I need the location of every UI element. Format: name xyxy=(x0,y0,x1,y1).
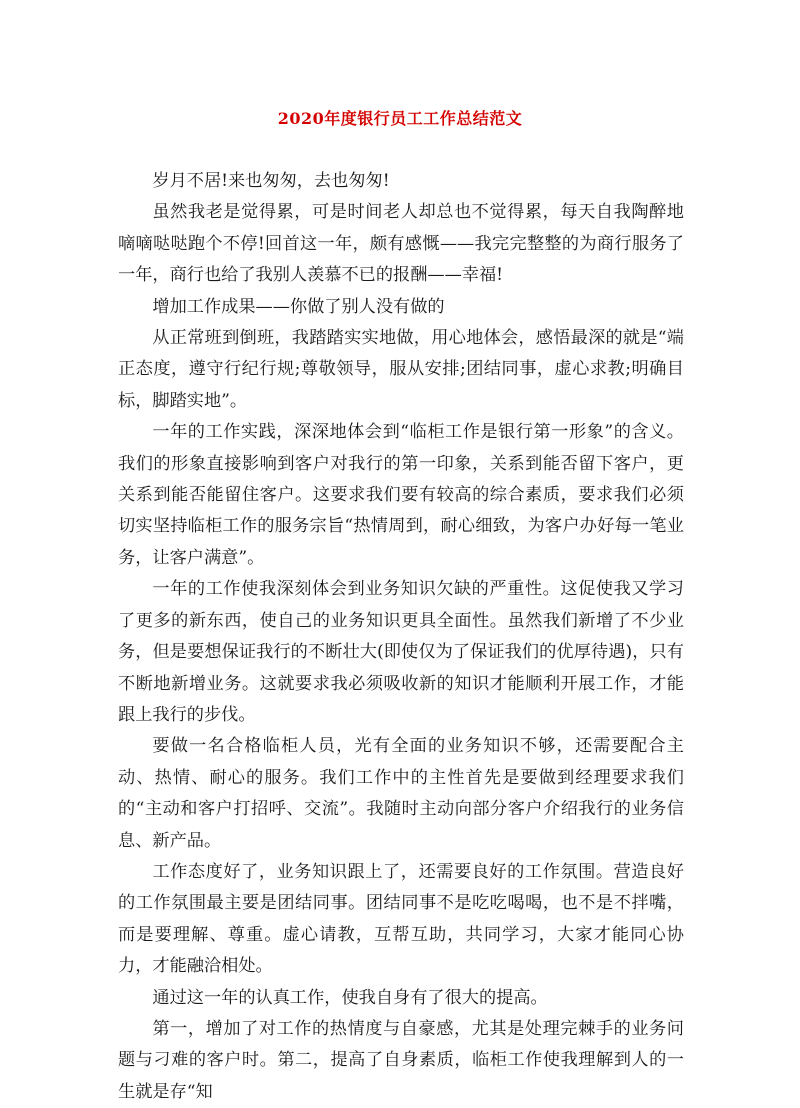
paragraph: 要做一名合格临柜人员，光有全面的业务知识不够，还需要配合主动、热情、耐心的服务。我们工作中的主性首先是要做到经理要求我们的“主动和客户打招呼、交流”。我随时主动向部分客户介绍我行的业务信息、新产品。 xyxy=(118,736,684,851)
document-title: 2020年度银行员工工作总结范文 xyxy=(277,109,523,128)
paragraph: 从正常班到倒班，我踏踏实实地做，用心地体会，感悟最深的就是“端正态度，遵守行纪行规;尊敬领导，服从安排;团结同事，虚心求教;明确目标，脚踏实地”。 xyxy=(118,328,684,411)
paragraph: 岁月不居!来也匆匆，去也匆匆! xyxy=(152,171,390,191)
paragraph: 一年的工作使我深刻体会到业务知识欠缺的严重性。这促使我又学习了更多的新东西，使自己的业务知识更具全面性。虽然我们新增了不少业务，但是要想保证我行的不断壮大(即使仅为了保证我们的优厚待遇)，只有不断地新增业务。这就要求我必须吸收新的知识才能顺利开展工作，才能跟上我行的步伐。 xyxy=(118,579,684,725)
paragraph: 工作态度好了，业务知识跟上了，还需要良好的工作氛围。营造良好的工作氛围最主要是团结同事。团结同事不是吃吃喝喝，也不是不拌嘴，而是要理解、尊重。虚心请教，互帮互助，共同学习，大家才能同心协力，才能融洽相处。 xyxy=(118,861,684,977)
paragraph: 第一，增加了对工作的热情度与自豪感，尤其是处理完棘手的业务问题与刁难的客户时。第二，提高了自身素质，临柜工作使我理解到人的一生就是存“知 xyxy=(118,1018,684,1102)
paragraph: 增加工作成果——你做了别人没有做的 xyxy=(152,296,445,317)
paragraph: 一年的工作实践，深深地体会到“临柜工作是银行第一形象”的含义。我们的形象直接影响到客户对我行的第一印象，关系到能否留下客户，更关系到能否能留住客户。这要求我们要有较高的综合素质，要求我们必须切实坚持临柜工作的服务宗旨“热情周到，耐心细致，为客户办好每一笔业务，让客户满意”。 xyxy=(118,422,684,568)
document-body xyxy=(118,166,684,1108)
paragraph: 通过这一年的认真工作，使我自身有了很大的提高。 xyxy=(152,987,548,1008)
paragraph: 虽然我老是觉得累，可是时间老人却总也不觉得累，每天自我陶醉地嘀嘀哒哒跑个不停!回首这一年，颇有感慨——我完完整整的为商行服务了一年，商行也给了我别人羡慕不已的报酬——幸福! xyxy=(118,202,684,286)
